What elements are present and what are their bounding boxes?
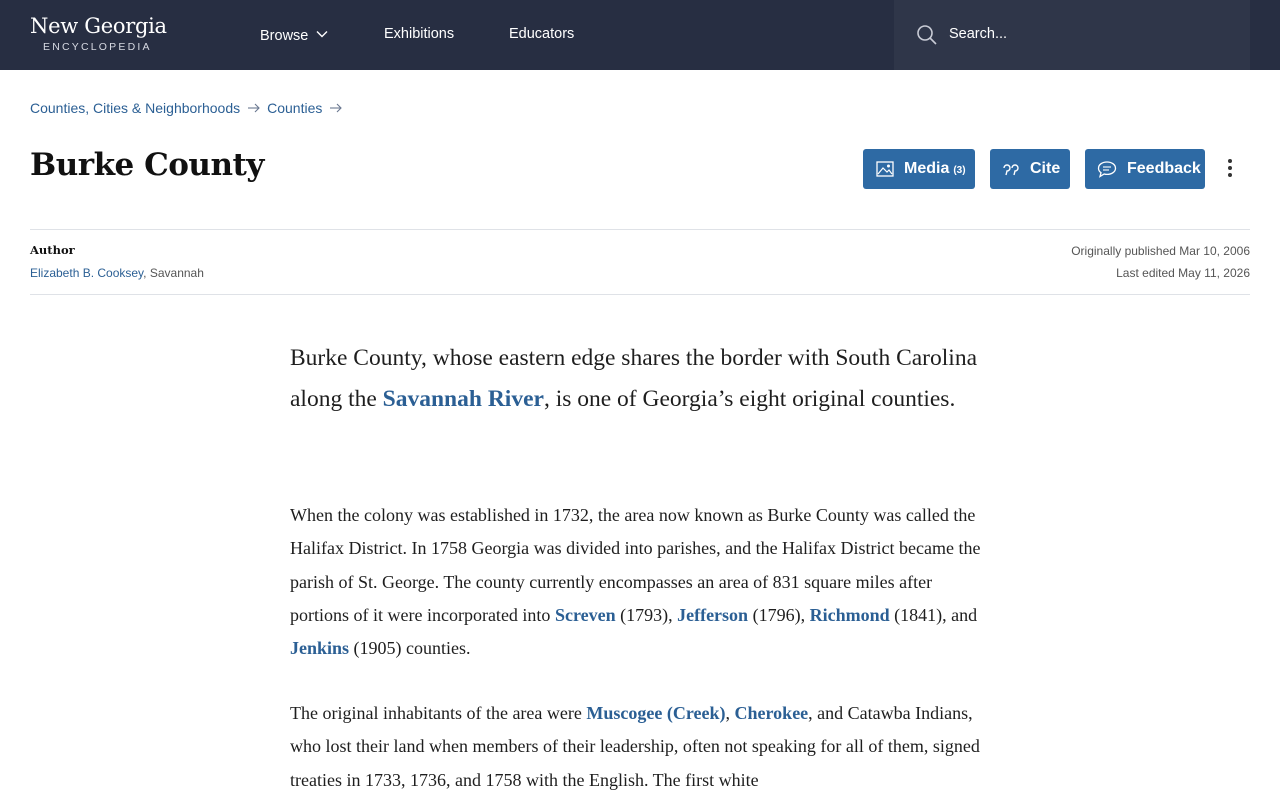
chevron-down-icon bbox=[316, 26, 328, 42]
body-paragraph-1 bbox=[290, 499, 990, 665]
divider-bottom bbox=[30, 294, 1250, 295]
link-richmond[interactable]: Richmond bbox=[809, 604, 890, 625]
cite-button[interactable] bbox=[990, 149, 1070, 189]
feedback-button-label: Feedback bbox=[1127, 160, 1201, 177]
para2-text-1: The original inhabitants of the area were bbox=[290, 703, 587, 723]
arrow-right-icon bbox=[330, 100, 342, 116]
breadcrumb bbox=[30, 100, 349, 116]
image-icon bbox=[876, 160, 894, 178]
author-line bbox=[30, 266, 204, 280]
published-date: Originally published Mar 10, 2006 bbox=[1071, 244, 1250, 258]
para1-text-5: (1905) counties. bbox=[349, 638, 471, 659]
nav-exhibitions[interactable]: Exhibitions bbox=[384, 26, 455, 42]
link-jenkins[interactable]: Jenkins bbox=[290, 638, 350, 659]
divider-top bbox=[30, 229, 1250, 230]
media-count: (3) bbox=[953, 165, 966, 176]
para1-text-2: (1793), bbox=[615, 604, 678, 625]
search-input[interactable]: Search... bbox=[949, 26, 1008, 42]
cite-button-label: Cite bbox=[1030, 160, 1061, 177]
more-vertical-icon[interactable] bbox=[1222, 159, 1238, 179]
media-button-label: Media bbox=[904, 160, 950, 177]
nav-browse-label: Browse bbox=[260, 28, 309, 44]
logo-subtitle: ENCYCLOPEDIA bbox=[43, 41, 152, 53]
para1-text-4: (1841), and bbox=[889, 604, 978, 625]
search-box[interactable] bbox=[894, 0, 1250, 70]
para2-text-3: , and Catawba Indians, who lost their land when members of their leadership, often not speaking for all of them, signed treaties in 1733, 1736, and 1758 with the English. The first white bbox=[290, 703, 980, 790]
media-button[interactable] bbox=[863, 149, 975, 189]
site-logo[interactable] bbox=[30, 13, 167, 55]
logo-title: New Georgia bbox=[30, 14, 167, 38]
author-label: Author bbox=[30, 243, 75, 257]
link-muscogee-creek[interactable]: Muscogee (Creek) bbox=[586, 703, 726, 723]
lead-paragraph bbox=[290, 338, 990, 419]
author-name-link[interactable]: Elizabeth B. Cooksey bbox=[30, 266, 144, 280]
nav-browse[interactable] bbox=[260, 26, 328, 44]
site-header bbox=[0, 0, 1280, 70]
para1-text-1: When the colony was established in 1732, the area now known as Burke County was called the Halifax District. In 1758 Georgia was divided into parishes, and the Halifax District became the parish of St. George. The county currently encompasses an area of 831 square miles after portions of it were incorporated into bbox=[290, 505, 981, 625]
link-screven[interactable]: Screven bbox=[554, 604, 616, 625]
edited-date: Last edited May 11, 2026 bbox=[1116, 266, 1250, 280]
lead-text-1: Burke County, whose eastern edge shares the border with South Carolina along the bbox=[290, 345, 977, 412]
page-title: Burke County bbox=[30, 147, 264, 183]
para1-text-3: (1796), bbox=[748, 604, 810, 625]
breadcrumb-item-counties-cities[interactable]: Counties, Cities & Neighborhoods bbox=[30, 100, 241, 116]
feedback-button[interactable] bbox=[1085, 149, 1205, 189]
link-savannah-river[interactable]: Savannah River bbox=[382, 385, 544, 412]
body-paragraph-2 bbox=[290, 697, 990, 797]
nav-educators[interactable]: Educators bbox=[509, 26, 575, 42]
arrow-right-icon bbox=[248, 100, 260, 116]
breadcrumb-item-counties[interactable]: Counties bbox=[267, 100, 323, 116]
link-jefferson[interactable]: Jefferson bbox=[677, 604, 749, 625]
quote-icon bbox=[1002, 162, 1020, 176]
author-place: , Savannah bbox=[143, 266, 204, 280]
para2-text-2: , bbox=[725, 703, 735, 723]
link-cherokee[interactable]: Cherokee bbox=[734, 703, 809, 723]
lead-text-2: , is one of Georgia’s eight original counties. bbox=[543, 385, 956, 412]
speech-bubble-icon bbox=[1097, 160, 1117, 178]
search-icon bbox=[916, 24, 938, 51]
